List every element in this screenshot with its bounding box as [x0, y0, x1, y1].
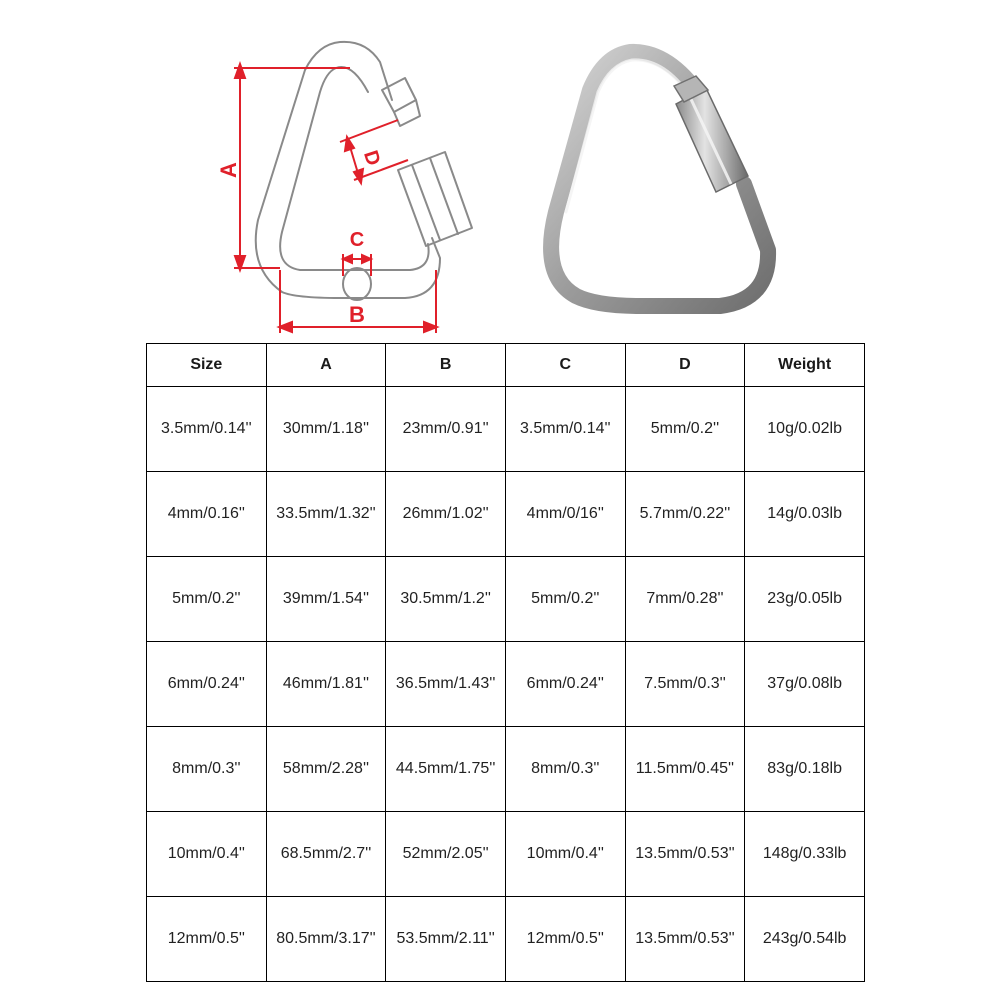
- header-d: D: [625, 344, 745, 387]
- cell-c: 5mm/0.2'': [505, 557, 625, 642]
- cell-d: 5.7mm/0.22'': [625, 472, 745, 557]
- table-row: [147, 642, 865, 727]
- table-row: [147, 727, 865, 812]
- cell-weight: 14g/0.03lb: [745, 472, 865, 557]
- cell-c: 10mm/0.4'': [505, 812, 625, 897]
- cell-size: 8mm/0.3'': [147, 727, 267, 812]
- photo-gate-sleeve: [676, 88, 748, 192]
- gate-sleeve: [398, 152, 472, 246]
- cell-size: 6mm/0.24'': [147, 642, 267, 727]
- cell-c: 8mm/0.3'': [505, 727, 625, 812]
- table-row: [147, 472, 865, 557]
- header-size: Size: [147, 344, 267, 387]
- cell-b: 23mm/0.91'': [386, 387, 506, 472]
- dimension-label-d: D: [359, 147, 385, 169]
- cell-weight: 148g/0.33lb: [745, 812, 865, 897]
- header-weight: Weight: [745, 344, 865, 387]
- diagram-svg: [0, 0, 1000, 345]
- cell-b: 52mm/2.05'': [386, 812, 506, 897]
- cell-size: 5mm/0.2'': [147, 557, 267, 642]
- product-diagram: [0, 0, 1000, 345]
- cell-a: 39mm/1.54'': [266, 557, 386, 642]
- product-photo: [551, 52, 768, 306]
- cell-a: 68.5mm/2.7'': [266, 812, 386, 897]
- cell-d: 13.5mm/0.53'': [625, 897, 745, 982]
- cell-d: 5mm/0.2'': [625, 387, 745, 472]
- cell-a: 30mm/1.18'': [266, 387, 386, 472]
- cell-c: 6mm/0.24'': [505, 642, 625, 727]
- cell-c: 3.5mm/0.14'': [505, 387, 625, 472]
- header-b: B: [386, 344, 506, 387]
- header-c: C: [505, 344, 625, 387]
- wire-cross-section: [343, 268, 371, 300]
- cell-a: 80.5mm/3.17'': [266, 897, 386, 982]
- header-a: A: [266, 344, 386, 387]
- cell-weight: 83g/0.18lb: [745, 727, 865, 812]
- cell-size: 3.5mm/0.14'': [147, 387, 267, 472]
- dimension-label-c: C: [349, 229, 365, 251]
- cell-c: 12mm/0.5'': [505, 897, 625, 982]
- cell-a: 33.5mm/1.32'': [266, 472, 386, 557]
- cell-a: 46mm/1.81'': [266, 642, 386, 727]
- cell-weight: 37g/0.08lb: [745, 642, 865, 727]
- cell-d: 13.5mm/0.53'': [625, 812, 745, 897]
- table-row: [147, 557, 865, 642]
- cell-size: 10mm/0.4'': [147, 812, 267, 897]
- cell-d: 11.5mm/0.45'': [625, 727, 745, 812]
- dimension-label-a: A: [216, 162, 241, 178]
- table-row: [147, 897, 865, 982]
- cell-d: 7mm/0.28'': [625, 557, 745, 642]
- table-header-row: [147, 344, 865, 387]
- size-spec-table: [146, 343, 865, 982]
- cell-size: 12mm/0.5'': [147, 897, 267, 982]
- dimension-label-b: B: [349, 302, 365, 327]
- cell-b: 30.5mm/1.2'': [386, 557, 506, 642]
- cell-c: 4mm/0/16'': [505, 472, 625, 557]
- table-row: [147, 387, 865, 472]
- cell-weight: 243g/0.54lb: [745, 897, 865, 982]
- cell-b: 26mm/1.02'': [386, 472, 506, 557]
- cell-b: 36.5mm/1.43'': [386, 642, 506, 727]
- cell-weight: 23g/0.05lb: [745, 557, 865, 642]
- table-row: [147, 812, 865, 897]
- cell-a: 58mm/2.28'': [266, 727, 386, 812]
- cell-d: 7.5mm/0.3'': [625, 642, 745, 727]
- cell-b: 53.5mm/2.11'': [386, 897, 506, 982]
- cell-weight: 10g/0.02lb: [745, 387, 865, 472]
- cell-size: 4mm/0.16'': [147, 472, 267, 557]
- cell-b: 44.5mm/1.75'': [386, 727, 506, 812]
